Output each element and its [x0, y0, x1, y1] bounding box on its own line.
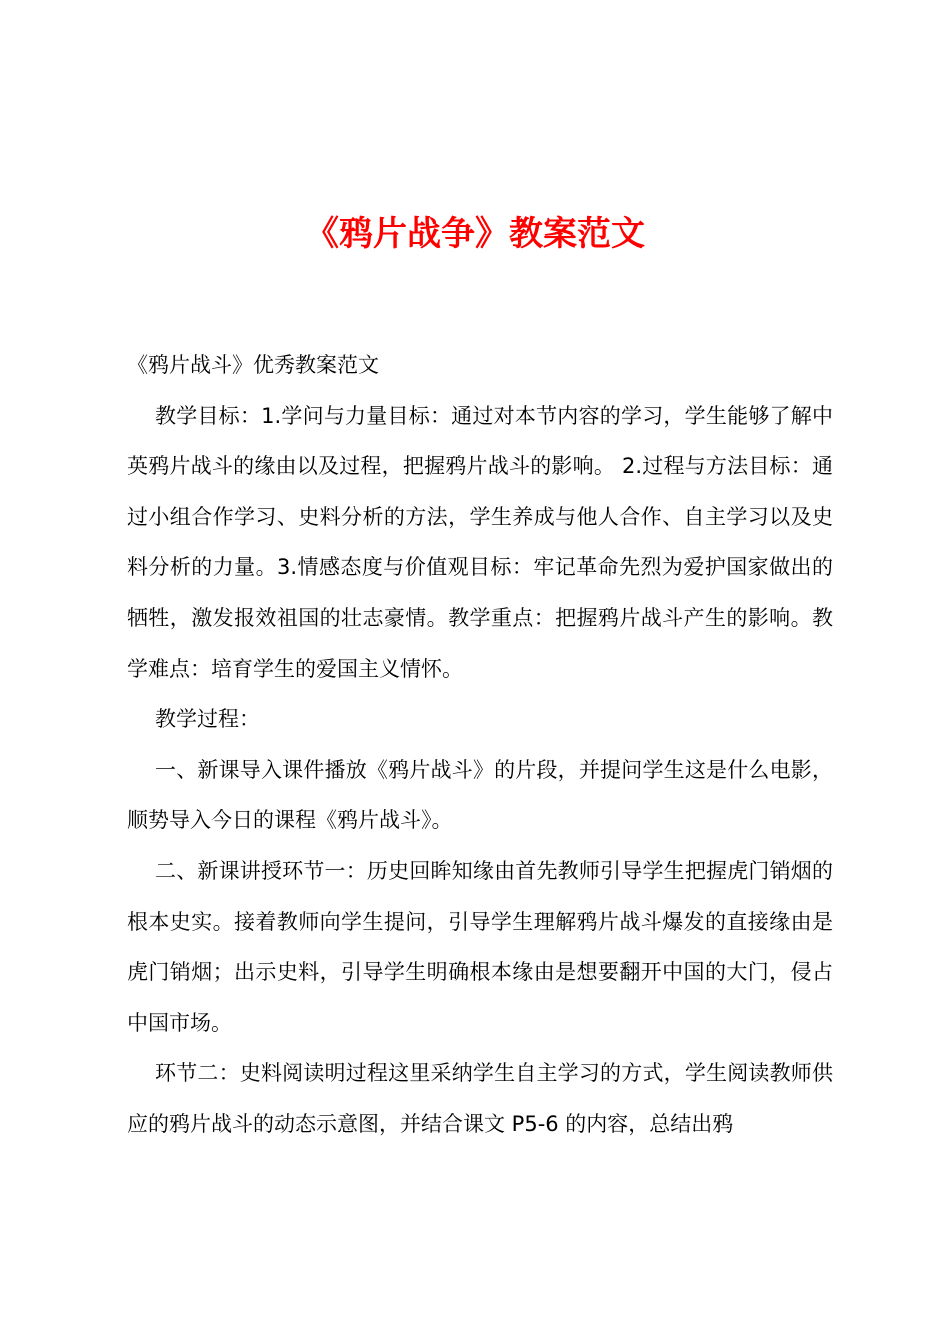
- paragraph-process-heading: 教学过程：: [155, 707, 260, 732]
- paragraph-intro: 一、新课导入课件播放《鸦片战斗》的片段，并提问学生这是什么电影，顺势导入今日的课程《鸦片战斗》。: [127, 757, 833, 833]
- document-body: [127, 340, 833, 1150]
- paragraph-subtitle: 《鸦片战斗》优秀教案范文: [127, 353, 379, 377]
- paragraph-step-two: 环节二：史料阅读明过程这里采纳学生自主学习的方式，学生阅读教师供应的鸦片战斗的动态示意图，并结合课文 P5-6 的内容，总结出鸦: [127, 1061, 833, 1136]
- paragraph-step-one: 二、新课讲授环节一：历史回眸知缘由首先教师引导学生把握虎门销烟的根本史实。接着教师向学生提问，引导学生理解鸦片战斗爆发的直接缘由是虎门销烟；出示史料，引导学生明确根本缘由是想要翻开中国的大门，侵占中国市场。: [127, 858, 833, 1035]
- document-title: 《鸦片战争》教案范文: [305, 214, 645, 254]
- paragraph-objectives: 教学目标：1.学问与力量目标：通过对本节内容的学习，学生能够了解中英鸦片战斗的缘由以及过程，把握鸦片战斗的影响。 2.过程与方法目标：通过小组合作学习、史料分析的方法，学生养成与他人合作、自主学习以及史料分析的力量。3.情感态度与价值观目标：牢记革命先烈为爱护国家做出的牺牲，激发报效祖国的壮志豪情。教学重点：把握鸦片战斗产生的影响。教学难点：培育学生的爱国主义情怀。: [127, 403, 833, 681]
